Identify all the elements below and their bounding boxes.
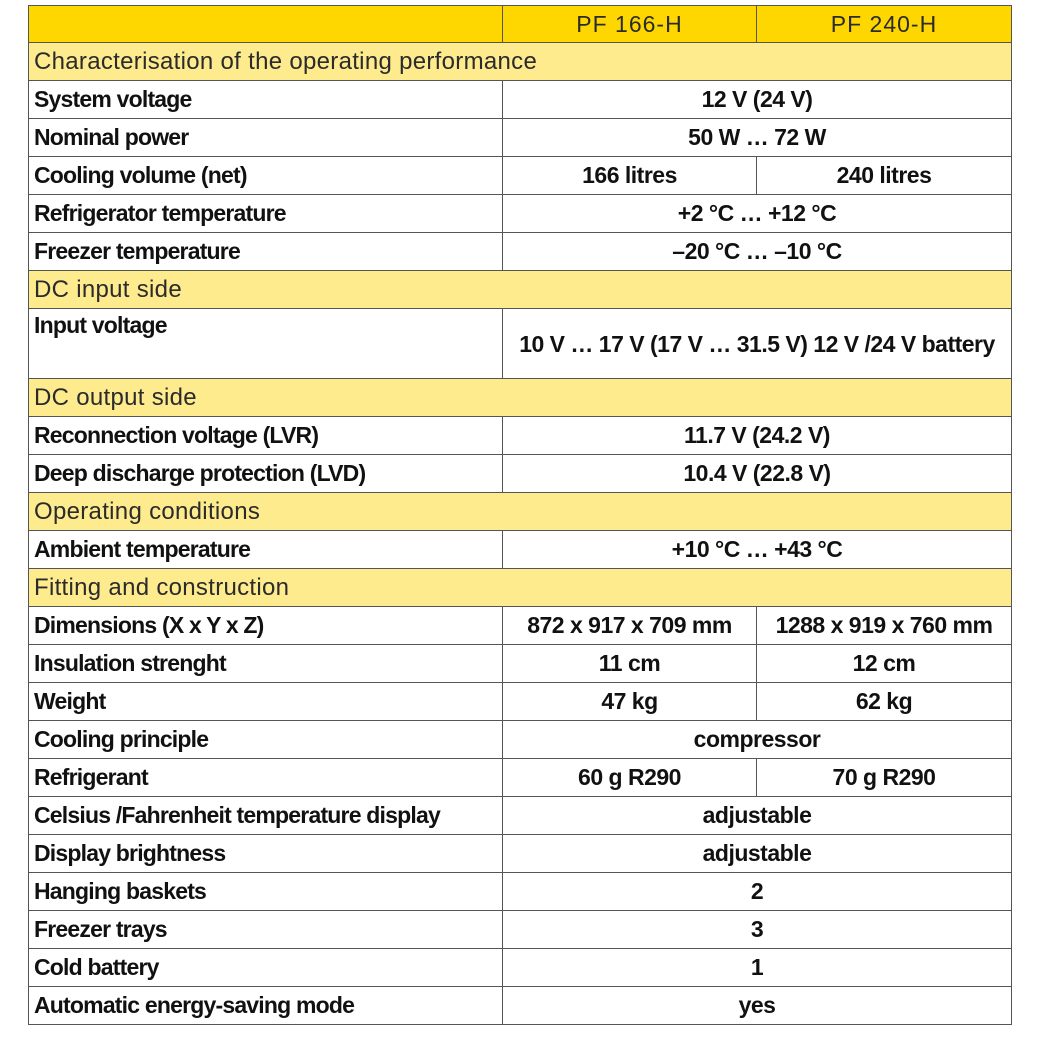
row-label: Nominal power <box>29 119 503 157</box>
table-row <box>29 417 1012 455</box>
section-row <box>29 43 1012 81</box>
row-value-pf240: 240 litres <box>757 157 1012 195</box>
row-value-pf166: 47 kg <box>503 683 757 721</box>
row-value: adjustable <box>503 835 1012 873</box>
table-row <box>29 309 1012 379</box>
row-label: Freezer trays <box>29 911 503 949</box>
row-label: Cooling principle <box>29 721 503 759</box>
row-label: Display brightness <box>29 835 503 873</box>
row-value-pf240: 1288 x 919 x 760 mm <box>757 607 1012 645</box>
row-value: 12 V (24 V) <box>503 81 1012 119</box>
row-value: +10 °C … +43 °C <box>503 531 1012 569</box>
row-label: Automatic energy-saving mode <box>29 987 503 1025</box>
section-perf: Characterisation of the operating performance <box>29 43 1012 81</box>
row-value-pf240: 62 kg <box>757 683 1012 721</box>
row-value: 2 <box>503 873 1012 911</box>
table-row <box>29 835 1012 873</box>
row-value-pf166: 60 g R290 <box>503 759 757 797</box>
row-label: System voltage <box>29 81 503 119</box>
header-pf166: PF 166-H <box>503 6 757 43</box>
table-row <box>29 233 1012 271</box>
row-label: Cooling volume (net) <box>29 157 503 195</box>
row-label: Dimensions (X x Y x Z) <box>29 607 503 645</box>
section-row <box>29 271 1012 309</box>
section-row <box>29 493 1012 531</box>
row-value: yes <box>503 987 1012 1025</box>
row-label: Refrigerator temperature <box>29 195 503 233</box>
table-row <box>29 455 1012 493</box>
row-label: Deep discharge protection (LVD) <box>29 455 503 493</box>
row-value: 1 <box>503 949 1012 987</box>
header-blank <box>29 6 503 43</box>
table-row <box>29 119 1012 157</box>
row-value: –20 °C … –10 °C <box>503 233 1012 271</box>
row-label: Refrigerant <box>29 759 503 797</box>
row-value-pf166: 11 cm <box>503 645 757 683</box>
header-pf240: PF 240-H <box>757 6 1012 43</box>
row-value-pf166: 166 litres <box>503 157 757 195</box>
row-value: 3 <box>503 911 1012 949</box>
table-row <box>29 81 1012 119</box>
row-label: Weight <box>29 683 503 721</box>
row-value: 11.7 V (24.2 V) <box>503 417 1012 455</box>
row-value: 10 V … 17 V (17 V … 31.5 V) 12 V /24 V battery <box>503 309 1012 379</box>
table-row <box>29 195 1012 233</box>
table-row <box>29 683 1012 721</box>
section-dc-input: DC input side <box>29 271 1012 309</box>
section-fitting: Fitting and construction <box>29 569 1012 607</box>
row-label: Celsius /Fahrenheit temperature display <box>29 797 503 835</box>
row-label: Input voltage <box>29 309 503 379</box>
section-dc-output: DC output side <box>29 379 1012 417</box>
section-row <box>29 569 1012 607</box>
table-row <box>29 759 1012 797</box>
row-value: +2 °C … +12 °C <box>503 195 1012 233</box>
table-row <box>29 607 1012 645</box>
row-label: Insulation strenght <box>29 645 503 683</box>
table-row <box>29 987 1012 1025</box>
table-row <box>29 531 1012 569</box>
row-value-pf240: 12 cm <box>757 645 1012 683</box>
row-label: Freezer temperature <box>29 233 503 271</box>
row-label: Hanging baskets <box>29 873 503 911</box>
table-row <box>29 949 1012 987</box>
row-value-pf240: 70 g R290 <box>757 759 1012 797</box>
row-label: Cold battery <box>29 949 503 987</box>
table-row <box>29 911 1012 949</box>
row-value: compressor <box>503 721 1012 759</box>
row-value-pf166: 872 x 917 x 709 mm <box>503 607 757 645</box>
header-row <box>29 6 1012 43</box>
spec-table <box>28 5 1012 1025</box>
table-row <box>29 157 1012 195</box>
row-value: 10.4 V (22.8 V) <box>503 455 1012 493</box>
row-value: 50 W … 72 W <box>503 119 1012 157</box>
table-row <box>29 721 1012 759</box>
table-row <box>29 797 1012 835</box>
section-row <box>29 379 1012 417</box>
row-label: Ambient temperature <box>29 531 503 569</box>
row-value: adjustable <box>503 797 1012 835</box>
table-row <box>29 873 1012 911</box>
section-operating: Operating conditions <box>29 493 1012 531</box>
table-row <box>29 645 1012 683</box>
row-label: Reconnection voltage (LVR) <box>29 417 503 455</box>
